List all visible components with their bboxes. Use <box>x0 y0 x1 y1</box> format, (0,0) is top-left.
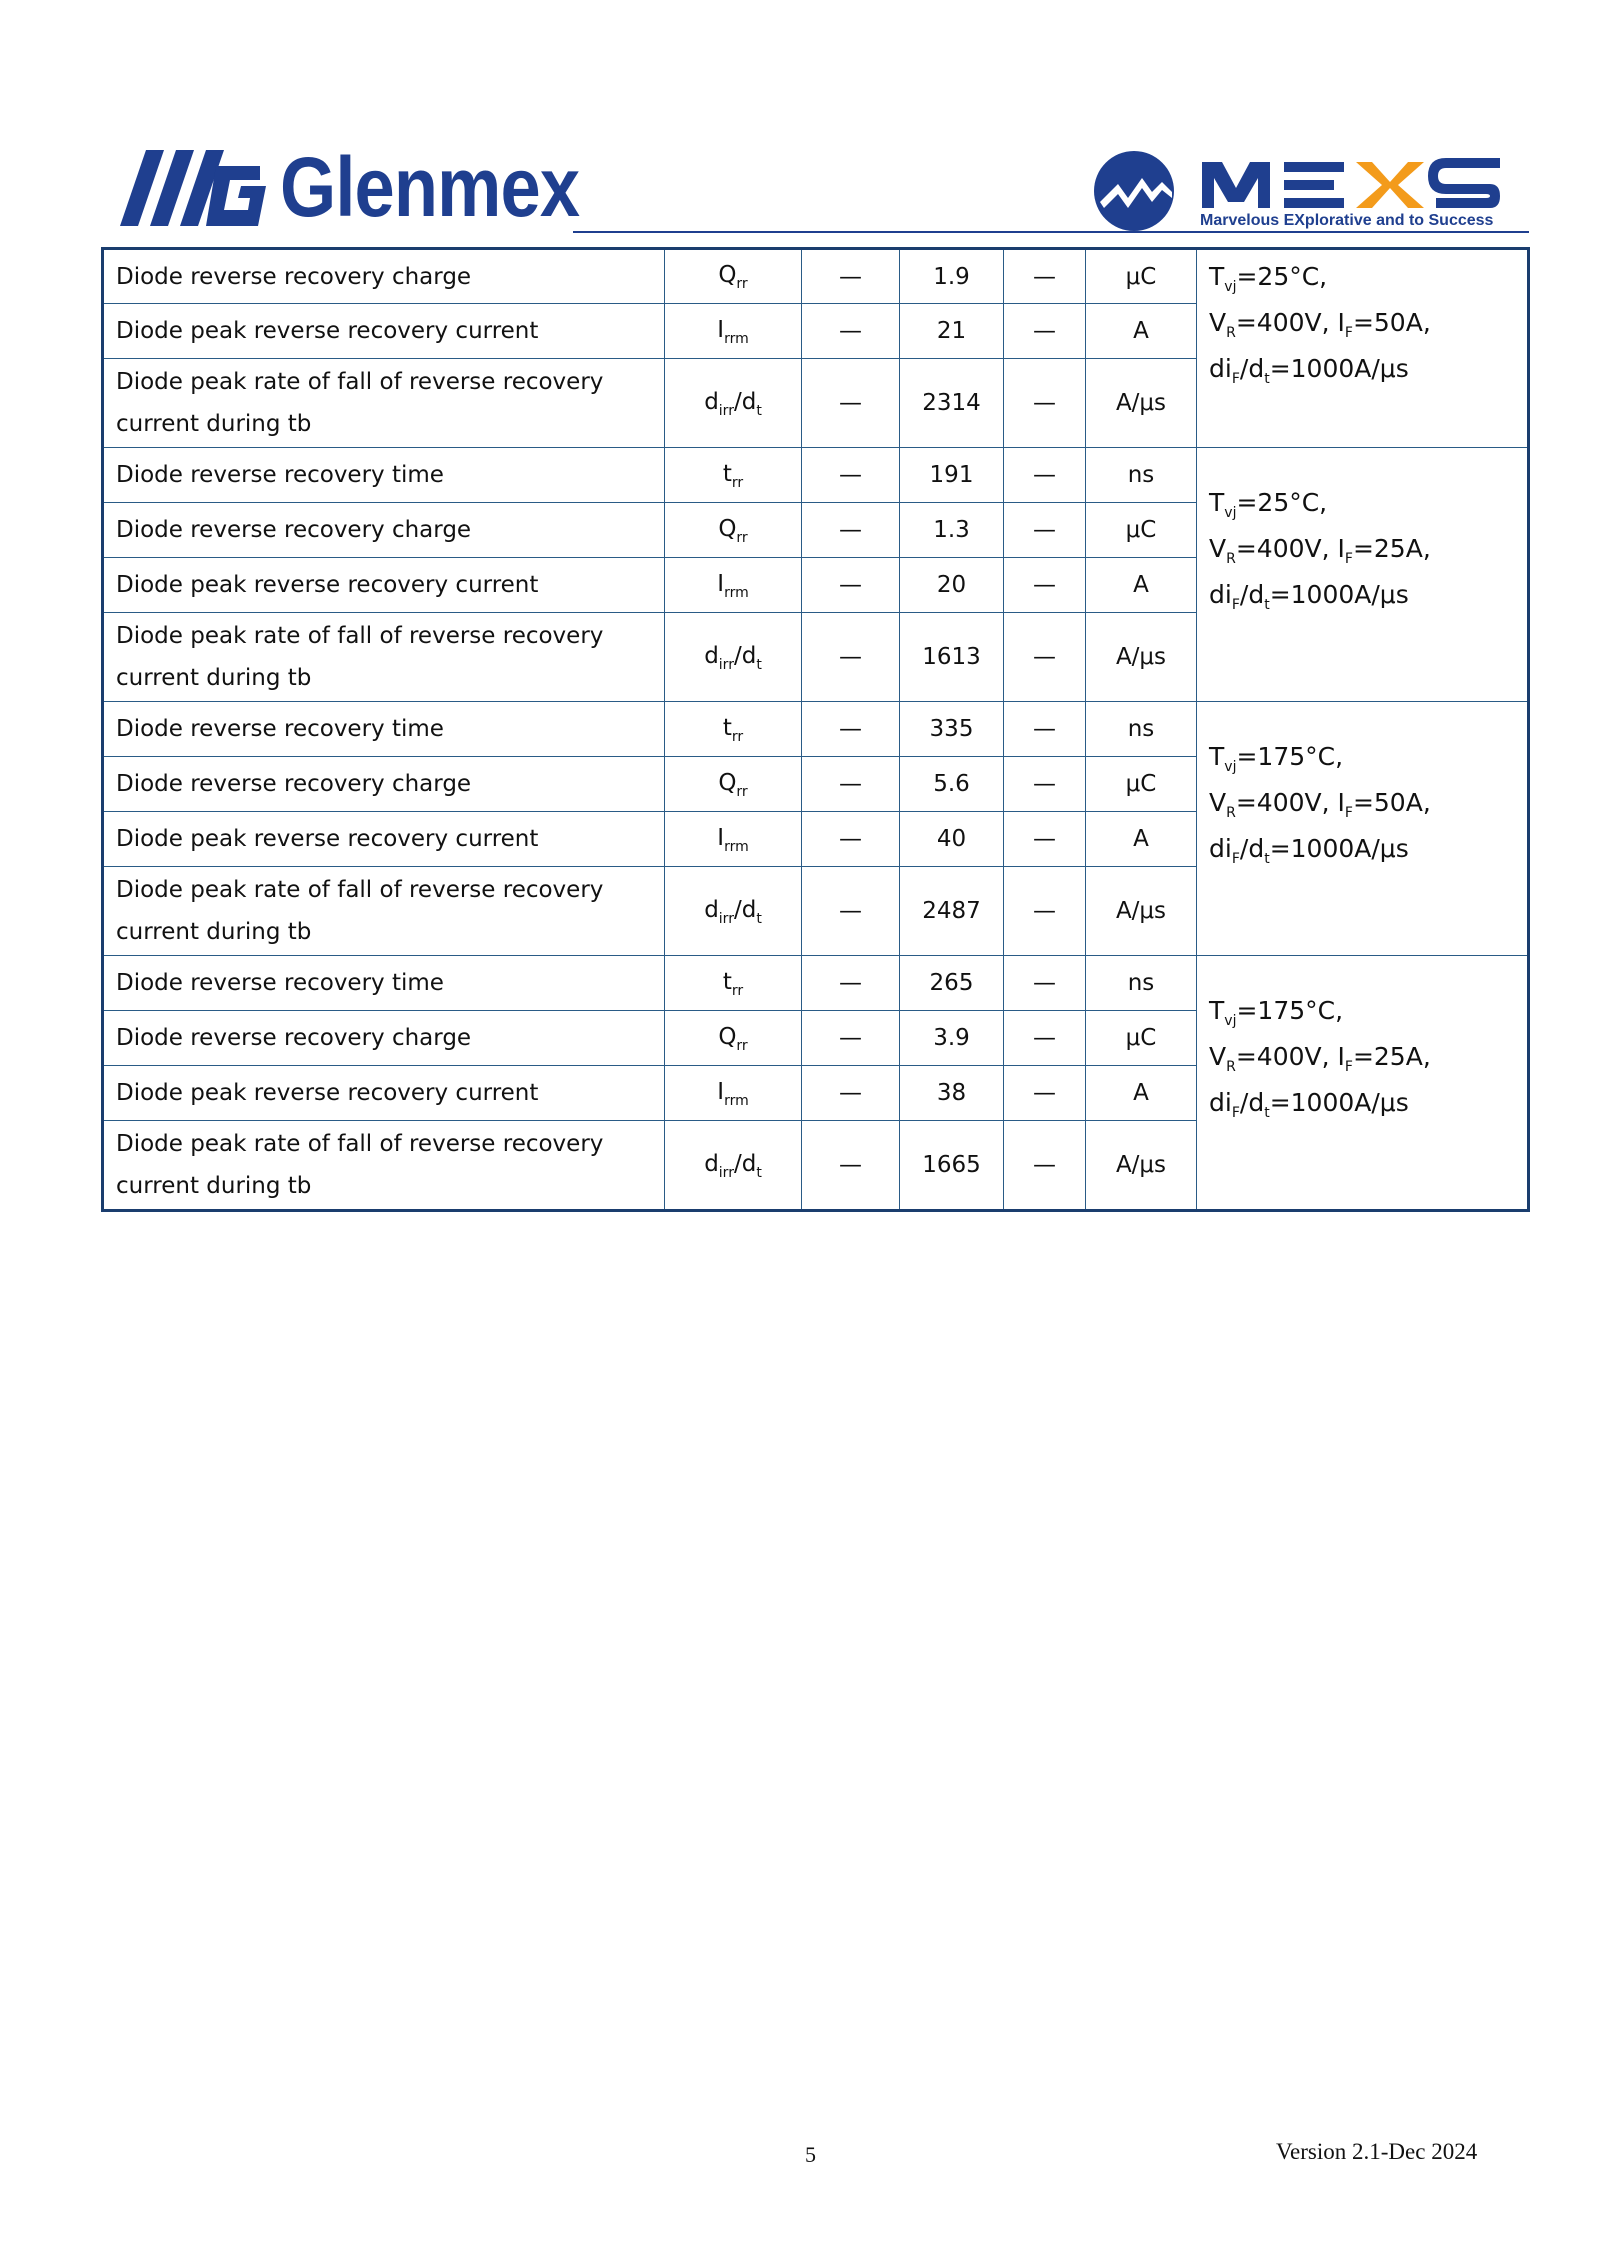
condition-subscript: R <box>1226 325 1236 341</box>
symbol-subscript: rrm <box>724 1092 749 1109</box>
condition-subscript: F <box>1344 550 1353 567</box>
parameter-description: Diode reverse recovery charge <box>103 757 665 812</box>
min-value: — <box>802 613 900 702</box>
max-value: — <box>1004 1121 1086 1211</box>
symbol-base: t <box>722 968 732 995</box>
symbol-subscript: t <box>756 402 762 419</box>
parameter-symbol <box>665 613 802 702</box>
mexs-wordmark-icon <box>1200 158 1510 210</box>
min-value: — <box>802 812 900 867</box>
symbol-subscript: t <box>756 1164 762 1181</box>
condition-text: V <box>1209 787 1227 817</box>
condition-text: T <box>1209 995 1225 1025</box>
condition-text: V <box>1209 308 1227 337</box>
min-value: — <box>802 867 900 956</box>
mexs-logo <box>1092 148 1532 234</box>
condition-text: di <box>1209 354 1232 383</box>
typ-value: 335 <box>900 702 1004 757</box>
parameter-description: Diode peak rate of fall of reverse recovery current during tb <box>103 613 665 702</box>
condition-subscript: R <box>1226 550 1236 567</box>
test-conditions <box>1197 448 1529 702</box>
typ-value: 2487 <box>900 867 1004 956</box>
symbol-base: d <box>704 1150 719 1177</box>
parameter-symbol <box>665 448 802 503</box>
symbol-base: /d <box>733 1150 757 1177</box>
condition-text: =50A, <box>1352 308 1431 337</box>
parameter-symbol <box>665 812 802 867</box>
parameter-description: Diode reverse recovery time <box>103 448 665 503</box>
typ-value: 191 <box>900 448 1004 503</box>
max-value: — <box>1004 812 1086 867</box>
condition-text: T <box>1209 487 1225 517</box>
page-number: 5 <box>805 2142 816 2167</box>
unit: ns <box>1086 956 1197 1011</box>
max-value: — <box>1004 1011 1086 1066</box>
test-conditions <box>1197 956 1529 1211</box>
symbol-subscript: irr <box>718 402 734 419</box>
typ-value: 20 <box>900 558 1004 613</box>
condition-text: =1000A/μs <box>1269 833 1409 863</box>
brand-name-left: Glenmex <box>280 140 580 234</box>
min-value: — <box>802 558 900 613</box>
unit: μC <box>1086 757 1197 812</box>
parameter-description: Diode reverse recovery time <box>103 702 665 757</box>
condition-line <box>1209 1036 1515 1082</box>
unit: A <box>1086 1066 1197 1121</box>
parameter-symbol <box>665 304 802 359</box>
unit: μC <box>1086 1011 1197 1066</box>
symbol-subscript: t <box>756 656 762 673</box>
condition-text: =50A, <box>1352 787 1431 817</box>
min-value: — <box>802 1066 900 1121</box>
max-value: — <box>1004 448 1086 503</box>
symbol-subscript: irr <box>718 1164 734 1181</box>
condition-line <box>1209 528 1515 574</box>
condition-line <box>1209 736 1515 782</box>
symbol-subscript: rrm <box>724 584 749 601</box>
min-value: — <box>802 359 900 448</box>
unit: A <box>1086 812 1197 867</box>
condition-text: V <box>1209 533 1227 563</box>
table-row <box>103 956 1529 1011</box>
condition-text: /d <box>1239 354 1265 383</box>
unit: A/μs <box>1086 359 1197 448</box>
parameter-description: Diode reverse recovery charge <box>103 1011 665 1066</box>
symbol-subscript: rr <box>736 276 748 292</box>
min-value: — <box>802 304 900 359</box>
symbol-base: /d <box>733 896 757 923</box>
parameter-symbol <box>665 1121 802 1211</box>
table-row <box>103 702 1529 757</box>
symbol-base: Q <box>718 515 737 542</box>
max-value: — <box>1004 956 1086 1011</box>
typ-value: 21 <box>900 304 1004 359</box>
symbol-subscript: rr <box>731 982 744 999</box>
parameter-description: Diode reverse recovery charge <box>103 249 665 304</box>
glenmex-mark-icon <box>120 146 270 228</box>
symbol-subscript: rrm <box>724 838 749 855</box>
parameter-description: Diode reverse recovery time <box>103 956 665 1011</box>
unit: μC <box>1086 249 1197 304</box>
condition-subscript: F <box>1231 596 1240 613</box>
condition-subscript: vj <box>1224 1012 1237 1029</box>
condition-text: /d <box>1239 833 1265 863</box>
typ-value: 1665 <box>900 1121 1004 1211</box>
condition-text: =400V, I <box>1235 533 1345 563</box>
symbol-base: I <box>717 824 725 851</box>
symbol-subscript: rr <box>736 1037 748 1054</box>
condition-line <box>1209 574 1515 620</box>
condition-text: =400V, I <box>1235 308 1345 337</box>
unit: ns <box>1086 448 1197 503</box>
symbol-subscript: rrm <box>724 330 749 347</box>
condition-subscript: F <box>1344 804 1353 821</box>
condition-line <box>1209 782 1515 828</box>
typ-value: 1613 <box>900 613 1004 702</box>
condition-subscript: t <box>1264 1104 1270 1121</box>
condition-subscript: t <box>1264 371 1270 387</box>
test-conditions <box>1197 249 1529 448</box>
parameter-symbol <box>665 503 802 558</box>
condition-text: /d <box>1239 1087 1265 1117</box>
parameter-description: Diode peak rate of fall of reverse recovery current during tb <box>103 359 665 448</box>
max-value: — <box>1004 1066 1086 1121</box>
symbol-base: I <box>717 1078 725 1105</box>
condition-line <box>1209 256 1515 302</box>
unit: A <box>1086 558 1197 613</box>
parameter-description: Diode peak reverse recovery current <box>103 558 665 613</box>
condition-subscript: F <box>1344 1058 1353 1075</box>
parameter-description: Diode peak reverse recovery current <box>103 304 665 359</box>
table-row <box>103 249 1529 304</box>
symbol-base: Q <box>718 769 737 796</box>
condition-subscript: t <box>1264 850 1270 867</box>
symbol-base: Q <box>718 262 737 288</box>
table-row <box>103 448 1529 503</box>
typ-value: 265 <box>900 956 1004 1011</box>
min-value: — <box>802 702 900 757</box>
symbol-base: Q <box>718 1023 737 1050</box>
condition-subscript: vj <box>1224 758 1237 775</box>
max-value: — <box>1004 702 1086 757</box>
condition-text: V <box>1209 1041 1227 1071</box>
condition-text: di <box>1209 833 1232 863</box>
unit: μC <box>1086 503 1197 558</box>
symbol-base: t <box>722 714 732 741</box>
symbol-base: /d <box>733 388 757 415</box>
condition-line <box>1209 828 1515 874</box>
parameter-description: Diode peak rate of fall of reverse recovery current during tb <box>103 867 665 956</box>
symbol-subscript: rr <box>736 529 748 546</box>
typ-value: 3.9 <box>900 1011 1004 1066</box>
parameter-symbol <box>665 757 802 812</box>
parameter-symbol <box>665 1011 802 1066</box>
condition-subscript: vj <box>1224 504 1237 521</box>
symbol-base: d <box>704 388 719 415</box>
symbol-base: I <box>717 316 725 343</box>
mexs-globe-icon <box>1092 148 1182 234</box>
condition-subscript: F <box>1231 1104 1240 1121</box>
condition-text: T <box>1209 262 1225 291</box>
symbol-base: d <box>704 642 719 669</box>
symbol-subscript: rr <box>736 783 748 800</box>
mexs-tagline: Marvelous EXplorative and to Success <box>1200 212 1494 229</box>
min-value: — <box>802 956 900 1011</box>
min-value: — <box>802 448 900 503</box>
condition-subscript: F <box>1344 325 1353 341</box>
typ-value: 5.6 <box>900 757 1004 812</box>
symbol-base: t <box>722 460 732 487</box>
symbol-subscript: t <box>756 910 762 927</box>
condition-text: di <box>1209 1087 1232 1117</box>
condition-text: T <box>1209 741 1225 771</box>
unit: A/μs <box>1086 613 1197 702</box>
condition-text: =25°C, <box>1236 262 1328 291</box>
condition-subscript: vj <box>1224 279 1237 295</box>
condition-subscript: R <box>1226 804 1236 821</box>
unit: A <box>1086 304 1197 359</box>
condition-text: =25A, <box>1352 533 1431 563</box>
symbol-subscript: rr <box>731 728 744 745</box>
max-value: — <box>1004 304 1086 359</box>
parameter-description: Diode reverse recovery charge <box>103 503 665 558</box>
condition-line <box>1209 482 1515 528</box>
min-value: — <box>802 503 900 558</box>
parameter-symbol <box>665 867 802 956</box>
condition-text: =25A, <box>1352 1041 1431 1071</box>
max-value: — <box>1004 249 1086 304</box>
unit: ns <box>1086 702 1197 757</box>
parameter-symbol <box>665 359 802 448</box>
typ-value: 1.3 <box>900 503 1004 558</box>
condition-text: di <box>1209 579 1232 609</box>
diode-recovery-table <box>101 247 1530 1212</box>
parameter-symbol <box>665 249 802 304</box>
symbol-subscript: irr <box>718 656 734 673</box>
min-value: — <box>802 1121 900 1211</box>
parameter-symbol <box>665 956 802 1011</box>
test-conditions <box>1197 702 1529 956</box>
condition-text: =400V, I <box>1235 787 1345 817</box>
unit: A/μs <box>1086 1121 1197 1211</box>
max-value: — <box>1004 867 1086 956</box>
condition-text: =1000A/μs <box>1269 579 1409 609</box>
typ-value: 40 <box>900 812 1004 867</box>
symbol-base: /d <box>733 642 757 669</box>
symbol-subscript: irr <box>718 910 734 927</box>
typ-value: 38 <box>900 1066 1004 1121</box>
parameter-symbol <box>665 702 802 757</box>
glenmex-logo <box>120 140 628 234</box>
parameter-description: Diode peak reverse recovery current <box>103 812 665 867</box>
parameter-description: Diode peak reverse recovery current <box>103 1066 665 1121</box>
condition-subscript: F <box>1231 850 1240 867</box>
parameter-symbol <box>665 558 802 613</box>
condition-subscript: t <box>1264 596 1270 613</box>
unit: A/μs <box>1086 867 1197 956</box>
symbol-subscript: rr <box>731 474 744 491</box>
condition-text: =1000A/μs <box>1269 1087 1409 1117</box>
max-value: — <box>1004 613 1086 702</box>
typ-value: 1.9 <box>900 249 1004 304</box>
condition-text: =175°C, <box>1236 995 1344 1025</box>
max-value: — <box>1004 359 1086 448</box>
version-label: Version 2.1-Dec 2024 <box>1276 2139 1478 2164</box>
typ-value: 2314 <box>900 359 1004 448</box>
condition-text: =175°C, <box>1236 741 1344 771</box>
condition-line <box>1209 1082 1515 1128</box>
parameter-description: Diode peak rate of fall of reverse recovery current during tb <box>103 1121 665 1211</box>
min-value: — <box>802 249 900 304</box>
condition-subscript: F <box>1231 371 1240 387</box>
parameter-symbol <box>665 1066 802 1121</box>
min-value: — <box>802 757 900 812</box>
condition-text: =25°C, <box>1236 487 1328 517</box>
symbol-base: I <box>717 570 725 597</box>
max-value: — <box>1004 558 1086 613</box>
condition-subscript: R <box>1226 1058 1236 1075</box>
condition-text: =1000A/μs <box>1269 354 1409 383</box>
max-value: — <box>1004 757 1086 812</box>
symbol-base: d <box>704 896 719 923</box>
condition-text: /d <box>1239 579 1265 609</box>
condition-line <box>1209 990 1515 1036</box>
condition-text: =400V, I <box>1235 1041 1345 1071</box>
min-value: — <box>802 1011 900 1066</box>
condition-line <box>1209 302 1515 348</box>
max-value: — <box>1004 503 1086 558</box>
condition-line <box>1209 348 1515 394</box>
